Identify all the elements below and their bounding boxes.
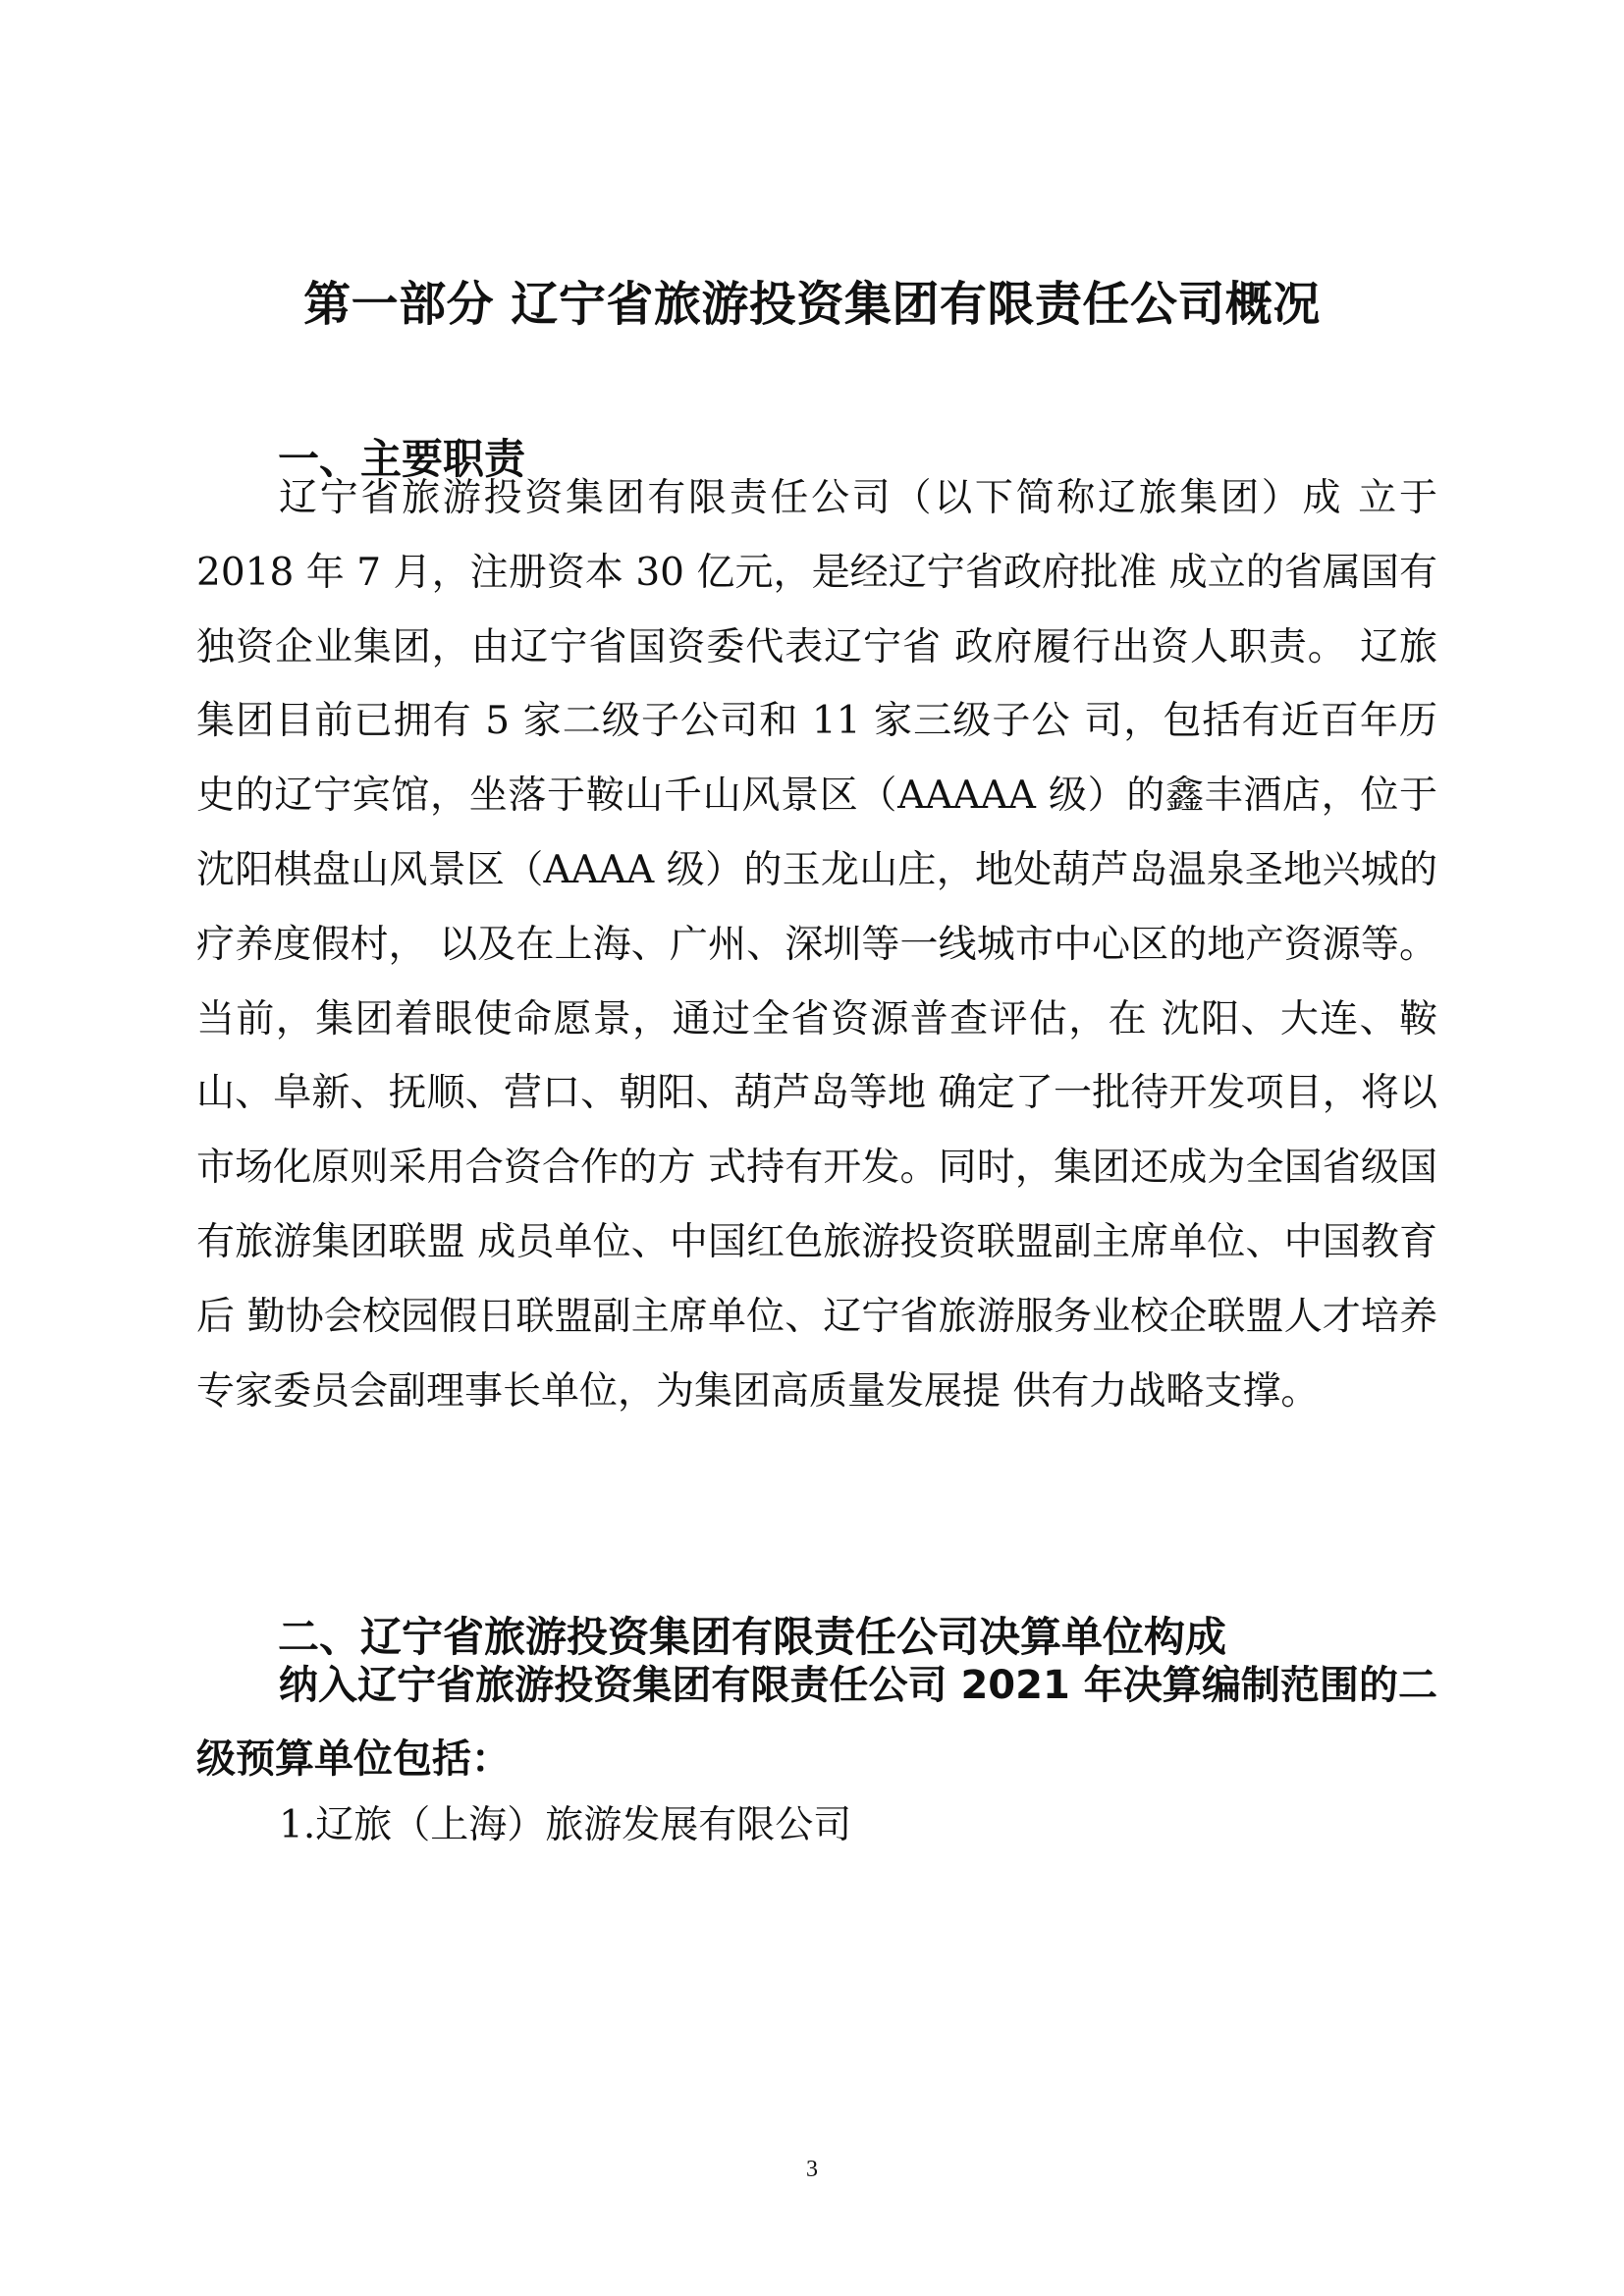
budget-scope-paragraph: 纳入辽宁省旅游投资集团有限责任公司 2021 年决算编制范围的二级预算单位包括：: [196, 1663, 1437, 1782]
budget-unit-list-item: 1.辽旅（上海）旅游发展有限公司: [279, 1803, 852, 1847]
document-title: 第一部分 辽宁省旅游投资集团有限责任公司概况: [303, 277, 1321, 333]
main-responsibilities-heading: 一、主要职责: [278, 434, 526, 483]
company-overview-paragraph: 辽宁省旅游投资集团有限责任公司（以下简称辽旅集团）成 立于 2018 年 7 月，注册资本 30 亿元，是经辽宁省政府批准 成立的省属国有独资企业集团，由辽宁省国资委代表辽宁省 政府履行出资人职责。 辽旅集团目前已拥有 5 家二级子公司和 11 家三级子公 司，包括有近百年历史的辽宁宾馆，坐落于鞍山千山风景区（AAAAA 级）的鑫丰酒店，位于沈阳棋盘山风景区（AAAA 级）的玉龙山庄，地处葫芦岛温泉圣地兴城的疗养度假村， 以及在上海、广州、深圳等一线城市中心区的地产资源等。 当前，集团着眼使命愿景，通过全省资源普查评估，在 沈阳、大连、鞍山、阜新、抚顺、营口、朝阳、葫芦岛等地 确定了一批待开发项目，将以市场化原则采用合资合作的方 式持有开发。同时，集团还成为全国省级国有旅游集团联盟 成员单位、中国红色旅游投资联盟副主席单位、中国教育后 勤协会校园假日联盟副主席单位、辽宁省旅游服务业校企联盟人才培养专家委员会副理事长单位，为集团高质量发展提 供有力战略支撑。: [196, 476, 1437, 1414]
final-accounts-units-heading: 二、辽宁省旅游投资集团有限责任公司决算单位构成: [278, 1612, 1227, 1661]
page-number: 3: [806, 2157, 818, 2182]
